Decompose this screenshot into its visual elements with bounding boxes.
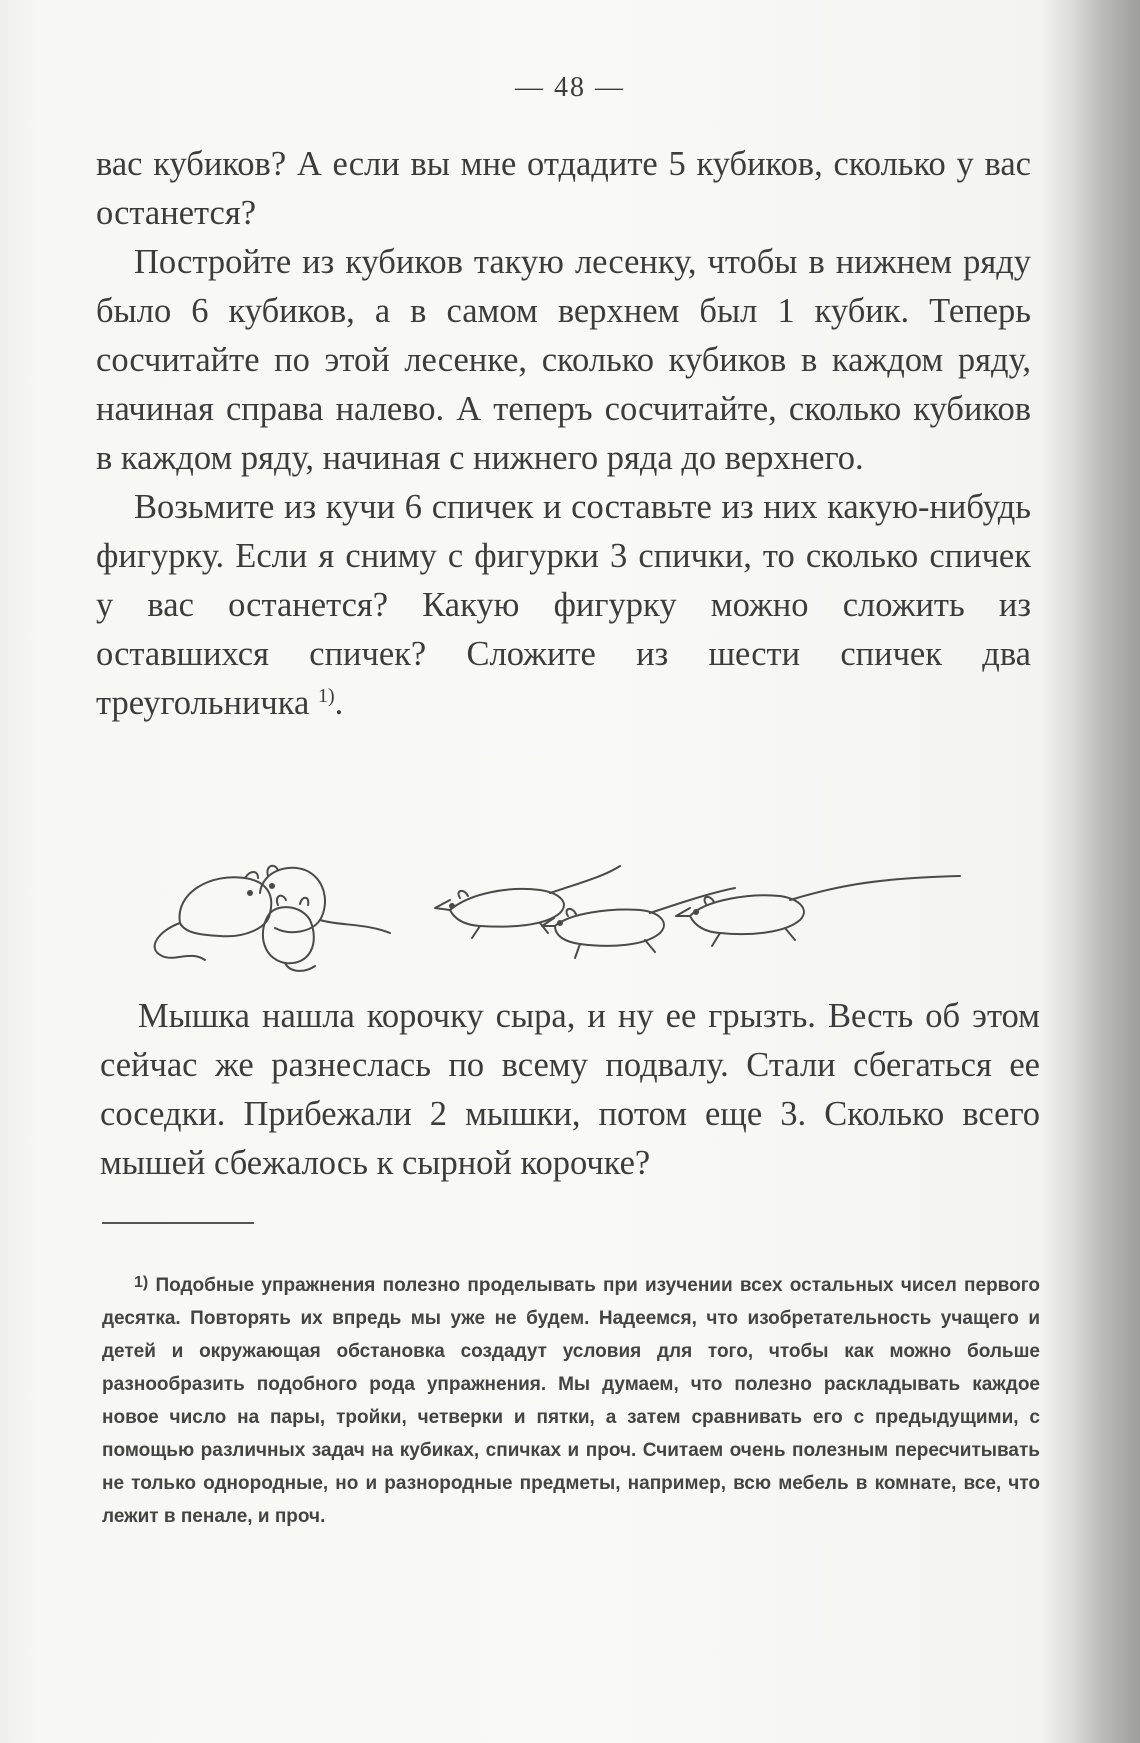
paragraph-continuation: вас кубиков? А если вы мне отдадите 5 кубиков, сколько у вас останется?: [96, 145, 1031, 232]
footnote-mark: 1): [134, 1274, 149, 1291]
paragraph-matches: [96, 483, 1031, 728]
paragraph-matches-text: Возьмите из кучи 6 спичек и составьте из них какую-нибудь фигурку. Если я сниму с фигурки 3 спички, то сколько спичек у вас останется? Какую фигурку можно сложить из оставшихся спичек? Сложите из шести спичек два треугольничка: [96, 488, 1031, 722]
mice-group-running-icon: [435, 866, 960, 958]
footnote-divider: [102, 1222, 254, 1224]
paragraph-mouse-story: Мышка нашла корочку сыра, и ну ее грызть. Весть об этом сейчас же разнеслась по всему подвалу. Стали сбегаться ее соседки. Прибежали 2 мышки, потом еще 3. Сколько всего мышей сбежалось к сырной корочке?: [100, 997, 1040, 1182]
paragraph-ladder: Постройте из кубиков такую лесенку, чтобы в нижнем ряду было 6 кубиков, а в самом верхнем был 1 кубик. Теперь сосчитайте по этой лесенке, сколько кубиков в каждом ряду, начиная справа налево. А теперъ сосчитайте, сколько кубиков в каждом ряду, начиная с нижнего ряда до верхнего.: [96, 243, 1031, 477]
mice-group-eating-icon: [155, 866, 390, 971]
page-number: — 48 —: [515, 72, 625, 103]
footnote: [102, 1266, 1040, 1533]
footnote-text: Подобные упражнения полезно проделывать при изучении всех остальных чисел первого десятка. Повторять их впредь мы уже не будем. Надеемся, что изобретательность учащего и детей и окружающая обстановка создадут условия для того, чтобы как можно больше разнообразить подобного рода упражнения. Мы думаем, что полезно раскладывать каждое новое число на пары, тройки, четверки и пятки, а затем сравнивать его с предыдущими, с помощью различных задач на кубиках, спичках и проч. Считаем очень полезным пересчитывать не только однородные, но и разнородные предметы, например, всю мебель в комнате, все, что лежит в пенале, и проч.: [102, 1275, 1040, 1527]
paragraph-matches-end: .: [334, 684, 344, 722]
main-text-top: [96, 140, 1031, 728]
main-text-bottom: [100, 992, 1040, 1188]
mice-drawing-icon: [150, 848, 980, 973]
footnote-reference[interactable]: 1): [317, 685, 335, 707]
